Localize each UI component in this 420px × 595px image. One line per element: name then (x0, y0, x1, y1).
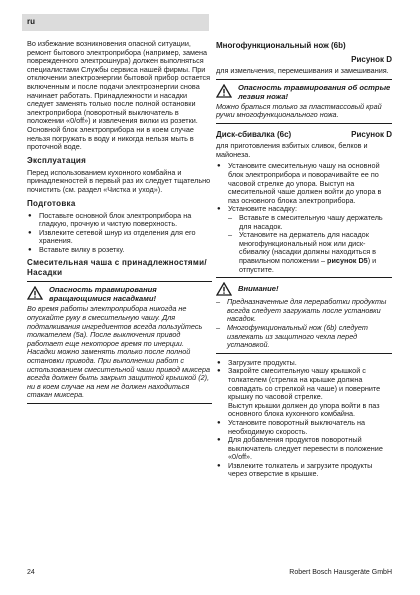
warning-text: Можно браться только за пластмассовый край ручки многофункционального ножа. (216, 101, 382, 120)
figure-ref: рисунок D5 (327, 256, 368, 265)
footer-brand: Robert Bosch Hausgeräte GmbH (289, 569, 392, 576)
preparation-heading: Подготовка (27, 198, 76, 208)
sub-list-item-text: Установите на держатель для насадок многофункциональный нож или диск-сбивалку (насадки должны находиться в правильном положении – (239, 230, 376, 265)
disc-steps-list (216, 162, 392, 274)
attention-item: – Многофункциональный нож (6b) следует извлекать из защитного чехла перед установкой. (216, 324, 392, 350)
disc-figure-ref: Рисунок D (351, 129, 392, 139)
warning-triangle-icon (27, 286, 43, 300)
page-number: 24 (27, 569, 35, 576)
list-item (216, 205, 392, 274)
preparation-list (27, 212, 212, 255)
disc-sub-list (228, 214, 392, 274)
sub-list-item (228, 231, 392, 274)
knife-figure-row (216, 54, 392, 68)
knife-heading: Многофункциональный нож (6b) (216, 41, 346, 50)
list-item: ● Извлеките толкатель и загрузите продукты через отверстие в крышке. (216, 462, 392, 479)
warning-triangle-icon (216, 84, 232, 98)
knife-heading-row (216, 40, 392, 54)
disc-text: для приготовления взбитых сливок, белков и майонеза. (216, 141, 368, 159)
list-item: ● Извлеките сетевой шнур из отделения для его хранения. (27, 229, 212, 246)
attention-title: Внимание! (238, 284, 279, 294)
list-item: ● Установите смесительную чашу на основной блок электроприбора и поворачивайте ее по часовой стрелке до упора. Выступ на смесительной чаше должен войти до упора в паз основного блока электроприбора. (216, 162, 392, 205)
list-item: ● Поставьте основной блок электроприбора на гладкую, прочную и чистую поверхность. (27, 212, 212, 229)
list-item: ● Установите поворотный выключатель на необходимую скорость. (216, 419, 392, 436)
left-column (27, 40, 212, 409)
attention-box (216, 277, 392, 354)
disc-heading: Диск-сбивалка (6c) (216, 129, 292, 139)
list-item-extra: Выступ крышки должен до упора войти в паз основного блока кухонного комбайна. (228, 400, 380, 419)
knife-figure-ref: Рисунок D (351, 54, 392, 64)
language-code: ru (27, 17, 35, 26)
exploitation-heading: Эксплуатация (27, 155, 87, 165)
exploitation-text: Перед использованием кухонного комбайна и принадлежностей в первый раз их следует тщательно почистить (см. раздел «Чистка и уход»). (27, 167, 211, 194)
warning-text: Во время работы электроприбора никогда не опускайте руку в смесительную чашу. Для подталкивания ингредиентов всегда пользуйтесь толкателем (5a). После выключения привод работает еще некоторое время по инерции. Насадки можно заменять только после полной остановки привода. При выполнении работ с использованием смесительной чаши привод миксера всегда должен быть закрыт защитной крышкой (2), ни в коем случае на нем не должен находиться стакан миксера. (27, 304, 211, 400)
knife-text: для измельчения, перемешивания и замешивания. (216, 66, 389, 75)
knife-warning (216, 79, 392, 124)
operation-steps-list (216, 359, 392, 479)
bowl-heading: Смесительная чаша с принадлежностями/Насадки (27, 258, 207, 278)
list-item: ● Загрузите продукты. (216, 359, 392, 368)
warning-title: Опасность травмирования вращающимися насадками! (49, 285, 157, 304)
list-item: ● Вставьте вилку в розетку. (27, 246, 212, 255)
warning-triangle-icon (216, 282, 232, 296)
attention-list (216, 298, 392, 350)
list-item-text: Закройте смесительную чашу крышкой с толкателем (стрелка на крышке должна совпадать со стрелкой на чаше) и поверните крышку по часовой стрелке. (228, 366, 381, 402)
list-item-text: Установите насадку: (228, 204, 298, 214)
rotating-attachments-warning (27, 281, 212, 404)
sub-list-item: – Вставьте в смесительную чашу держатель для насадок. (228, 214, 392, 231)
attention-item: – Предназначенные для переработки продукты всегда следует загружать после установки насадок. (216, 298, 392, 324)
intro-text: Во избежание возникновения опасной ситуации, ремонт бытового электроприбора (например, замена поврежденного электрошнура) должен выполняться специалистами Службы сервиса нашей фирмы. При отключении электроэнергии бытовой прибор остается включенным и после подачи электроэнергии снова начинает работать. Принадлежности и насадки следует заменять только после полной остановки электроприбора (поворотный выключатель в положении «0/off») и извлечения вилки из розетки. Основной блок электроприбора ни в коем случае нельзя погружать в воду и никогда нельзя мыть в проточной воде. (27, 39, 211, 152)
warning-title: Опасность травмирования об острые лезвия ножа! (238, 82, 391, 101)
list-item: ● Для добавления продуктов поворотный выключатель следует перевести в положение «0/off». (216, 436, 392, 462)
right-column (216, 40, 392, 482)
sub-list-item-end: ) и отпустите. (239, 256, 377, 274)
disc-heading-row (216, 129, 392, 143)
list-item (216, 367, 392, 419)
language-bar (22, 14, 209, 31)
